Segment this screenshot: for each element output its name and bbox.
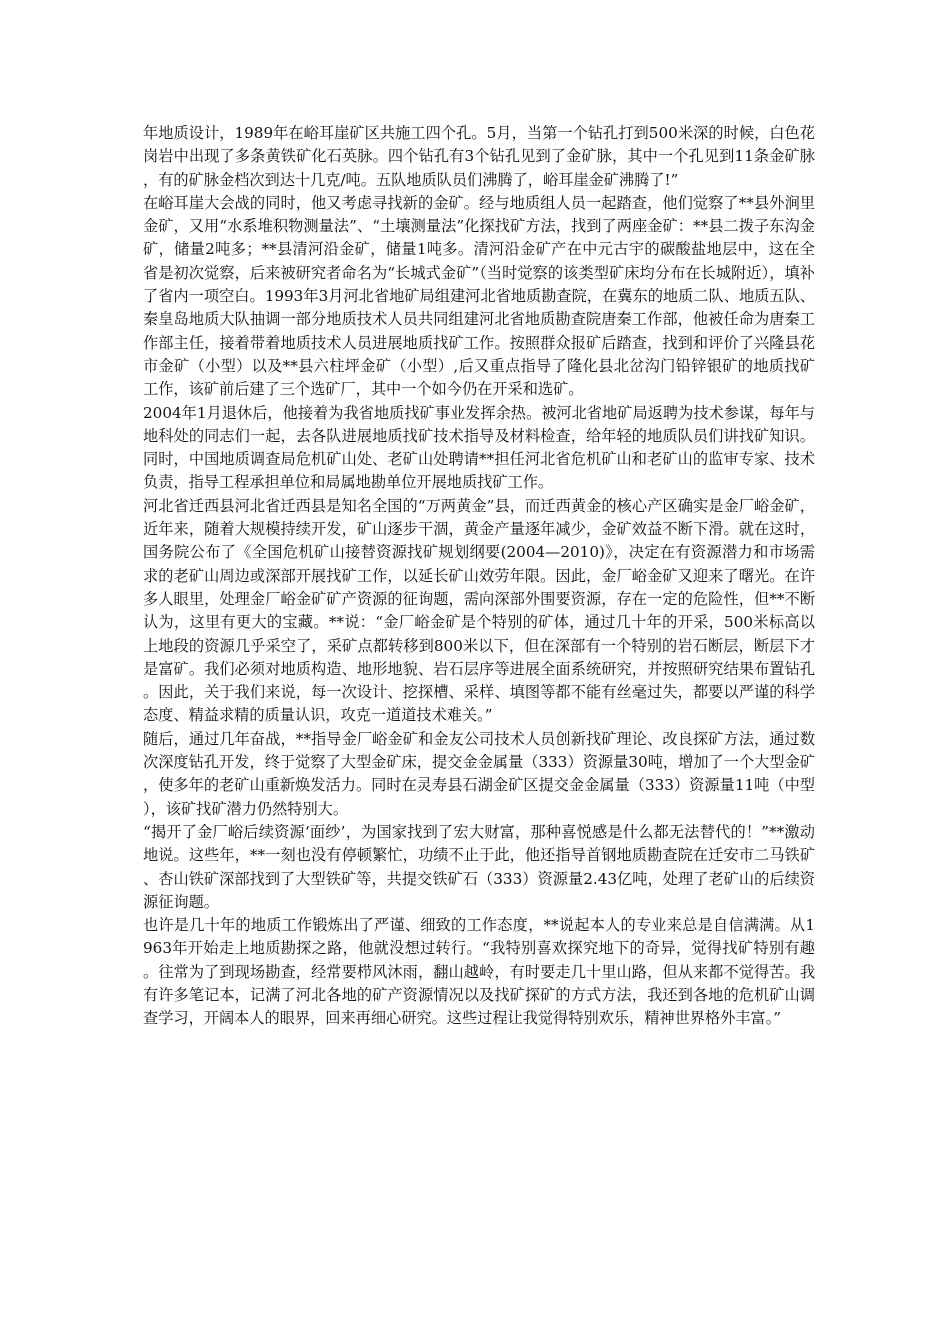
document-body <box>143 122 815 1031</box>
paragraph-6: “揭开了金厂峪后续资源‘面纱’，为国家找到了宏大财富，那种喜悦感是什么都无法替代的！”**激动地说。这些年，**一刻也没有停顿繁忙，功绩不止于此，他还指导首钢地质勘查院在迁安市二马铁矿、杏山铁矿深部找到了大型铁矿等，共提交铁矿石（333）资源量2.43亿吨，处理了老矿山的后续资源征询题。 <box>143 822 815 911</box>
paragraph-3: 2004年1月退休后，他接着为我省地质找矿事业发挥余热。被河北省地矿局返聘为技术参谋，每年与地科处的同志们一起，去各队进展地质找矿技术指导及材料检查，给年轻的地质队员们讲找矿知识。同时，中国地质调查局危机矿山处、老矿山处聘请**担任河北省危机矿山和老矿山的监审专家、技术负责，指导工程承担单位和局属地勘单位开展地质找矿工作。 <box>143 403 815 492</box>
paragraph-7: 也许是几十年的地质工作锻炼出了严谨、细致的工作态度，**说起本人的专业来总是自信满满。从1963年开始走上地质勘探之路，他就没想过转行。“我特别喜欢探究地下的奇异，觉得找矿特别有趣。往常为了到现场勘查，经常要栉风沐雨，翻山越岭，有时要走几十里山路，但从来都不觉得苦。我有许多笔记本，记满了河北各地的矿产资源情况以及找矿探矿的方式方法，我还到各地的危机矿山调查学习，开阔本人的眼界，回来再细心研究。这些过程让我觉得特别欢乐，精神世界格外丰富。” <box>143 916 815 1028</box>
paragraph-4: 河北省迁西县河北省迁西县是知名全国的“万两黄金”县，而迁西黄金的核心产区确实是金厂峪金矿，近年来，随着大规模持续开发，矿山逐步干涸，黄金产量逐年减少，金矿效益不断下滑。就在这时，国务院公布了《全国危机矿山接替资源找矿规划纲要(2004—2010)》，决定在有资源潜力和市场需求的老矿山周边或深部开展找矿工作，以延长矿山效劳年限。因此，金厂峪金矿又迎来了曙光。在许多人眼里，处理金厂峪金矿矿产资源的征询题，需向深部外围要资源，存在一定的危险性，但**不断认为，这里有更大的宝藏。**说：“金厂峪金矿是个特别的矿体，通过几十年的开采，500米标高以上地段的资源几乎采空了，采矿点都转移到800米以下，但在深部有一个特别的岩石断层，断层下才是富矿。我们必须对地质构造、地形地貌、岩石层序等进展全面系统研究，并按照研究结果布置钻孔。因此，关于我们来说，每一次设计、挖探槽、采样、填图等都不能有丝毫过失，都要以严谨的科学态度、精益求精的质量认识，攻克一道道技术难关。” <box>143 496 815 725</box>
paragraph-5: 随后，通过几年奋战，**指导金厂峪金矿和金友公司技术人员创新找矿理论、改良探矿方法，通过数次深度钻孔开发，终于觉察了大型金矿床，提交金金属量（333）资源量30吨，增加了一个大型金矿，使多年的老矿山重新焕发活力。同时在灵寿县石湖金矿区提交金金属量（333）资源量11吨（中型），该矿找矿潜力仍然特别大。 <box>143 729 815 818</box>
paragraph-2: 在峪耳崖大会战的同时，他又考虑寻找新的金矿。经与地质组人员一起踏查，他们觉察了**县外涧里金矿，又用“水系堆积物测量法”、“土壤测量法”化探找矿方法，找到了两座金矿：**县二拨子东沟金矿，储量2吨多；**县清河沿金矿，储量1吨多。清河沿金矿产在中元古宇的碳酸盐地层中，这在全省是初次觉察，后来被研究者命名为“长城式金矿”（当时觉察的该类型矿床均分布在长城附近），填补了省内一项空白。1993年3月河北省地矿局组建河北省地质勘查院，在冀东的地质二队、地质五队、秦皇岛地质大队抽调一部分地质技术人员共同组建河北省地质勘查院唐秦工作部，他被任命为唐秦工作部主任，接着带着地质技术人员进展地质找矿工作。按照群众报矿后踏查，找到和评价了兴隆县花市金矿（小型）以及**县六柱坪金矿（小型）,后又重点指导了隆化县北岔沟门铅锌银矿的地质找矿工作，该矿前后建了三个选矿厂，其中一个如今仍在开采和选矿。 <box>143 193 815 399</box>
paragraph-1: 年地质设计，1989年在峪耳崖矿区共施工四个孔。5月，当第一个钻孔打到500米深的时候，白色花岗岩中出现了多条黄铁矿化石英脉。四个钻孔有3个钻孔见到了金矿脉，其中一个孔见到11条金矿脉，有的矿脉金档次到达十几克/吨。五队地质队员们沸腾了，峪耳崖金矿沸腾了!” <box>143 124 815 189</box>
